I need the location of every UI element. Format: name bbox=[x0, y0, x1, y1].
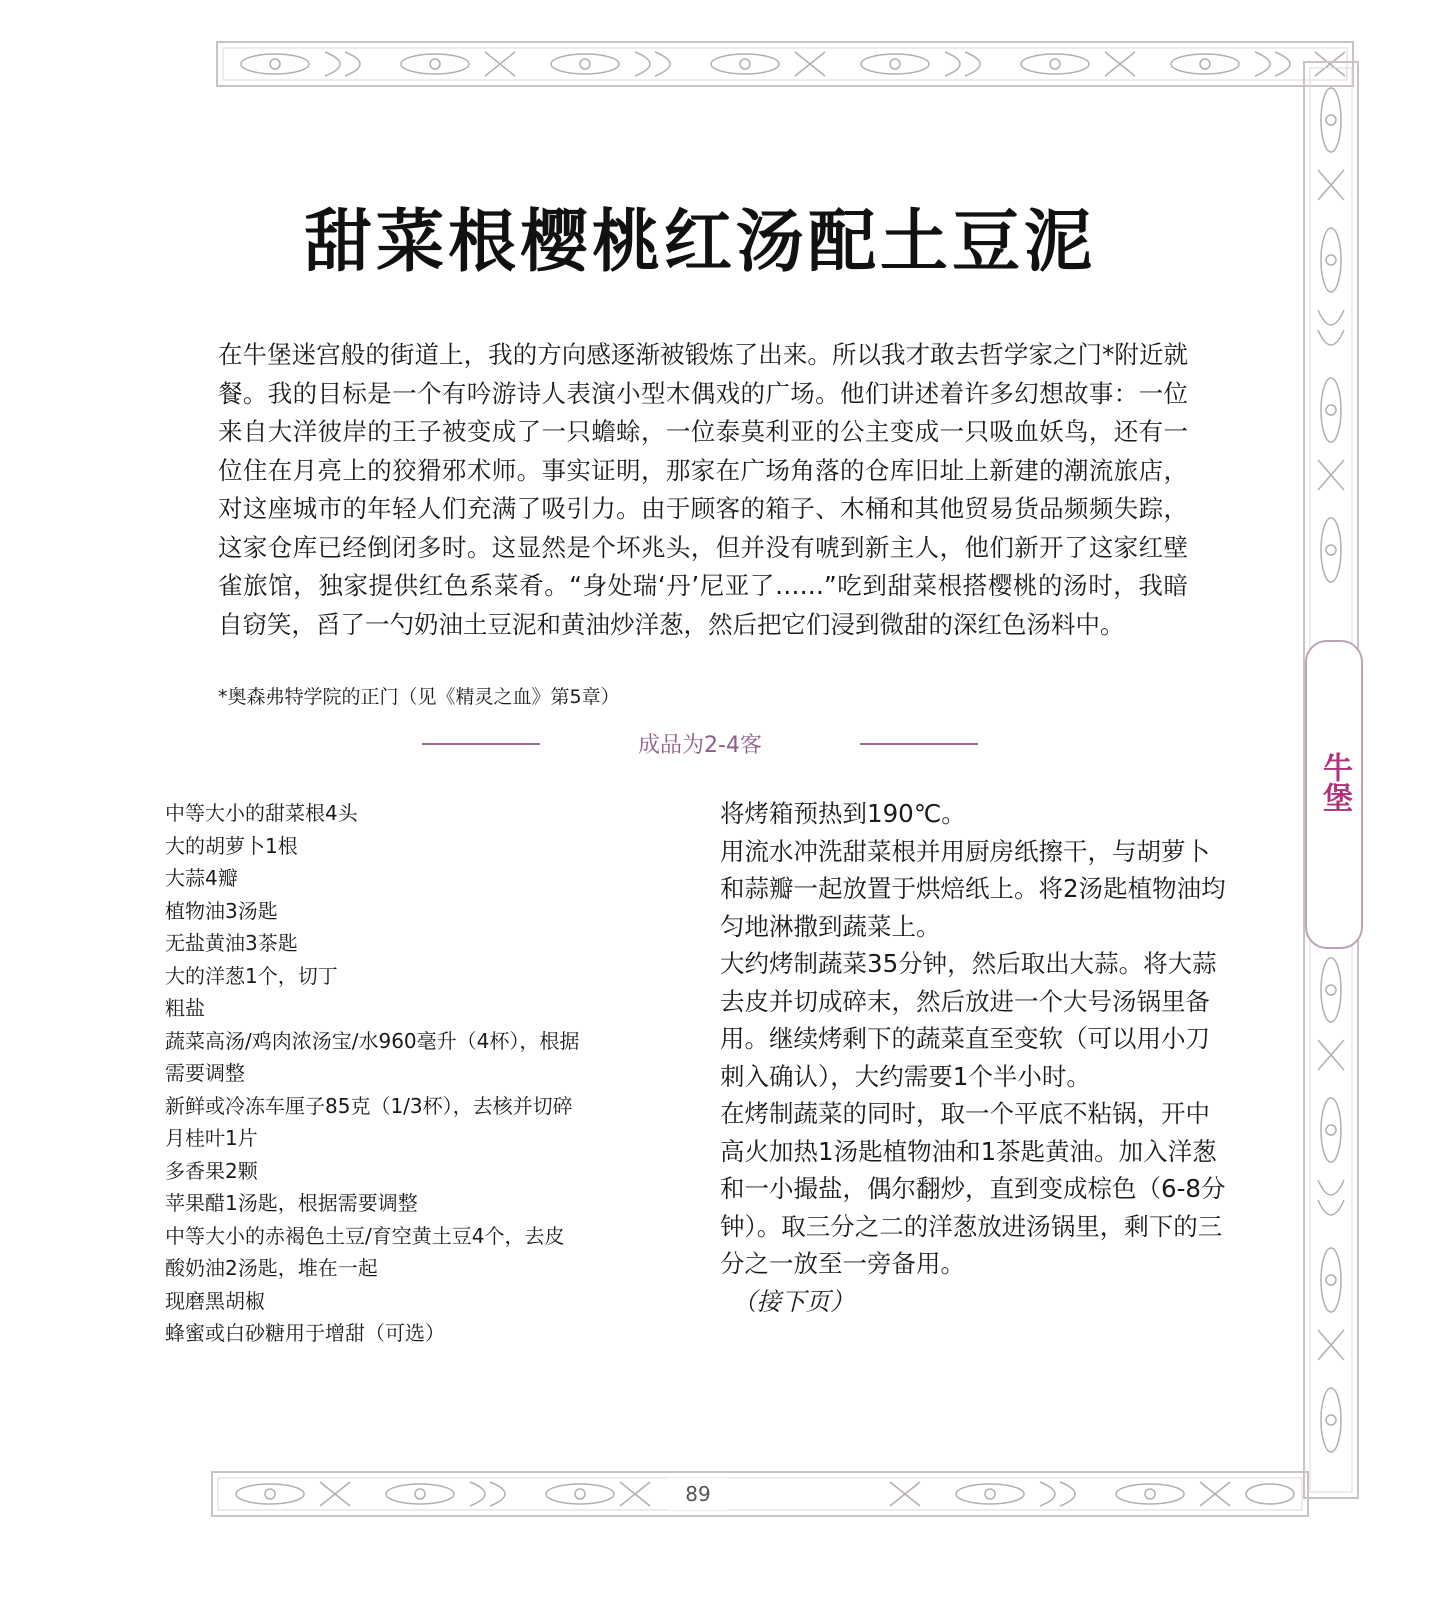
ingredient-item: 月桂叶1片 bbox=[165, 1126, 258, 1150]
ingredient-item: 多香果2颗 bbox=[165, 1158, 258, 1183]
ingredient-item: 中等大小的赤褐色土豆/育空黄土豆4个，去皮 bbox=[165, 1223, 565, 1248]
side-tab-label bbox=[1307, 752, 1361, 812]
bottom-ornamental-border bbox=[210, 1468, 1310, 1520]
ingredient-item: 粗盐 bbox=[165, 996, 205, 1020]
intro-paragraph bbox=[218, 336, 1188, 644]
side-tab-text: 牛堡 bbox=[1317, 752, 1352, 812]
ingredient-item: 大蒜4瓣 bbox=[165, 866, 238, 890]
ingredient-item: 植物油3汤匙 bbox=[165, 898, 278, 923]
step-text: 将烤箱预热到190℃。 bbox=[720, 799, 966, 828]
ingredient-item: 苹果醋1汤匙，根据需要调整 bbox=[165, 1191, 418, 1215]
page-number: 89 bbox=[668, 1478, 728, 1510]
ingredient-item: 大的胡萝卜1根 bbox=[165, 833, 298, 858]
chapter-side-tab bbox=[1305, 640, 1363, 949]
ingredient-item: 现磨黑胡椒 bbox=[165, 1288, 265, 1313]
servings-header bbox=[420, 728, 980, 760]
ingredient-list bbox=[165, 797, 685, 1350]
ingredient-item: 蜂蜜或白砂糖用于增甜（可选） bbox=[165, 1321, 445, 1345]
top-ornamental-border bbox=[215, 38, 1355, 90]
step-text: 大约烤制蔬菜35分钟，然后取出大蒜。将大蒜去皮并切成碎末，然后放进一个大号汤锅里备用。继续烤剩下的蔬菜直至变软（可以用小刀刺入确认），大约需要1个半小时。 bbox=[720, 949, 1217, 1091]
ingredient-item: 蔬菜高汤/鸡肉浓汤宝/水960毫升（4杯），根据 bbox=[165, 1028, 580, 1053]
servings-text: 成品为2-4客 bbox=[638, 733, 762, 758]
continued-note: （接下页） bbox=[732, 1286, 855, 1316]
ingredient-item: 酸奶油2汤匙，堆在一起 bbox=[165, 1256, 378, 1280]
recipe-title: 甜菜根樱桃红汤配土豆泥 bbox=[303, 203, 1096, 282]
ingredient-item: 无盐黄油3茶匙 bbox=[165, 931, 298, 955]
step-text: 在烤制蔬菜的同时，取一个平底不粘锅，开中高火加热1汤匙植物油和1茶匙黄油。加入洋葱和一小撮盐，偶尔翻炒，直到变成棕色（6-8分钟）。取三分之二的洋葱放进汤锅里，剩下的三分之一放至一旁备用。 bbox=[720, 1099, 1226, 1278]
ingredient-item: 新鲜或冷冻车厘子85克（1/3杯），去核并切碎 bbox=[165, 1093, 573, 1118]
intro-text: 在牛堡迷宫般的街道上，我的方向感逐渐被锻炼了出来。所以我才敢去哲学家之门*附近就餐。我的目标是一个有吟游诗人表演小型木偶戏的广场。他们讲述着许多幻想故事：一位来自大洋彼岸的王子被变成了一只蟾蜍，一位泰莫利亚的公主变成一只吸血妖鸟，还有一位住在月亮上的狡猾邪术师。事实证明，那家在广场角落的仓库旧址上新建的潮流旅店，对这座城市的年轻人们充满了吸引力。由于顾客的箱子、木桶和其他贸易货品频频失踪，这家仓库已经倒闭多时。这显然是个坏兆头，但并没有唬到新主人，他们新开了这家红壁雀旅馆，独家提供红色系菜肴。“身处瑞‘丹’尼亚了……”吃到甜菜根搭樱桃的汤时，我暗自窃笑，舀了一勺奶油土豆泥和黄油炒洋葱，然后把它们浸到微甜的深红色汤料中。 bbox=[218, 340, 1188, 639]
footnote: *奥森弗特学院的正门（见《精灵之血》第5章） bbox=[218, 686, 620, 708]
ingredient-item: 中等大小的甜菜根4头 bbox=[165, 801, 358, 825]
ingredient-item: 需要调整 bbox=[165, 1061, 245, 1085]
instruction-steps bbox=[720, 795, 1230, 1320]
step-text: 用流水冲洗甜菜根并用厨房纸擦干，与胡萝卜和蒜瓣一起放置于烘焙纸上。将2汤匙植物油均匀地淋撒到蔬菜上。 bbox=[720, 836, 1226, 941]
ingredient-item: 大的洋葱1个，切丁 bbox=[165, 963, 338, 988]
